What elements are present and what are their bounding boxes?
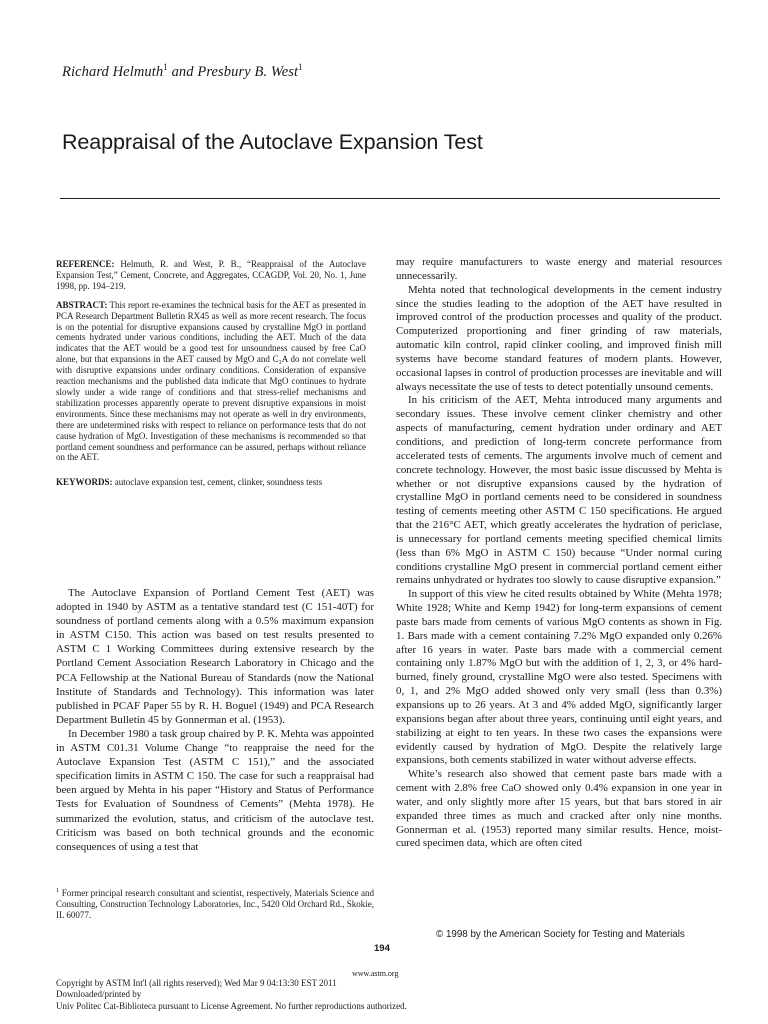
stamp-line: Copyright by ASTM Int'l (all rights reserved); Wed Mar 9 04:13:30 EST 2011 bbox=[56, 978, 337, 988]
page-number: 194 bbox=[374, 943, 390, 954]
title-divider bbox=[60, 198, 720, 199]
keywords-paragraph bbox=[56, 477, 366, 488]
download-stamp-url: www.astm.org bbox=[352, 969, 399, 978]
author-name-1: Richard Helmuth bbox=[62, 63, 164, 80]
author-name-2: and Presbury B. West bbox=[167, 63, 299, 80]
author-footnote bbox=[56, 885, 374, 921]
left-column-body bbox=[56, 586, 374, 854]
right-column-body bbox=[396, 256, 722, 851]
body-paragraph: In December 1980 a task group chaired by P. K. Mehta was appointed in ASTM C01.31 Volume Change “to reappraise the need for the Autoclave Expansion Test (ASTM C 151),” and the associated specification limits in ASTM C 150. The case for such a reappraisal had been argued by Mehta in his paper “History and Status of Performance Tests for Evaluation of Soundness of Cements” (Mehta 1978). He summarized the evolution, status, and criticism of the autoclave test. Criticism was based on both technical grounds and the economic consequences of using a test that bbox=[56, 727, 374, 853]
abstract-text: This report re-examines the technical basis for the AET as presented in PCA Research Department Bulletin RX45 as well as more recent research. The focus is on the potential for disruptive expansions caused by crystalline MgO in portland cements hydrated under various conditions, including the AET. Much of the data indicates that the AET would be a good test for unsoundness caused by free CaO alone, but that expansions in the AET caused by MgO and C₃A do not correlate well with disruptive expansions under ordinary conditions. Consideration of expansive reaction mechanisms and the published data indicate that MgO continues to hydrate slowly under a wide range of conditions and that stress-relief mechanisms and stabilization processes apparently operate to prevent disruptive expansions in moist environments. Since these mechanisms may not operate as well in dry environments, there are undetermined risks with respect to reliance on performance tests that do not cause hydration of MgO. Investigation of these mechanisms is recommended so that portland cement soundness and performance can be assured, perhaps without reliance on the AET. bbox=[56, 299, 366, 463]
footnote-text: Former principal research consultant and scientist, respectively, Materials Science and Consulting, Construction Technology Laboratories, Inc., 5420 Old Orchard Rd., Skokie, IL 60077. bbox=[56, 888, 374, 920]
download-stamp bbox=[56, 978, 407, 1012]
body-paragraph: White’s research also showed that cement paste bars made with a cement with 2.8% free CaO showed only 0.4% expansion in one year in water, and only slightly more after 15 years, but that bars stored in air expanded three times as much and cracked after only nine months. Gonnerman et al. (1953) reported many similar results. Hence, moist-cured specimen data, which are often cited bbox=[396, 768, 722, 850]
reference-text: Helmuth, R. and West, P. B., “Reappraisal of the Autoclave Expansion Test,” Cement, Concrete, and Aggregates, CCAGDP, Vol. 20, No. 1, June 1998, pp. 194–219. bbox=[56, 259, 366, 291]
body-paragraph: In his criticism of the AET, Mehta introduced many arguments and secondary issues. These involve cement clinker chemistry and other aspects of manufacturing, cement hydration under ordinary and AET conditions, and prediction of long-term concrete performance from accelerated tests of cements. The arguments involve much of cement and concrete technology. However, the most basic issue discussed by Mehta is whether or not disruptive expansions caused by the hydration of crystalline MgO in portland cements need to be considered in soundness testing of cements meeting other ASTM C 150 specifications. He argued that the 216°C AET, which greatly accelerates the hydration of periclase, is unnecessary for portland cements meeting specified chemical limits (less than 6% MgO in ASTM C 150) because “Under normal curing conditions crystalline MgO present in commercial portland cement either remains unhydrated or hydrates too slowly to cause disruptive expansion.” bbox=[396, 394, 722, 587]
body-paragraph: Mehta noted that technological developments in the cement industry since the studies leading to the adoption of the AET have resulted in improved control of the production processes and quality of the product. Computerized proportioning and finer grinding of raw materials, automatic kiln control, rapid clinker cooling, and improved finish mill systems have become standard features of modern plants. However, occasional lapses in control of production processes are inevitable and will always necessitate the use of tests to detect potentially unsound cements. bbox=[396, 283, 723, 393]
author-line bbox=[62, 62, 303, 81]
front-matter bbox=[56, 259, 366, 496]
stamp-line: Downloaded/printed by bbox=[56, 989, 142, 1000]
keywords-label: KEYWORDS: bbox=[56, 477, 113, 488]
abstract-paragraph bbox=[56, 300, 366, 464]
body-paragraph: may require manufacturers to waste energy and material resources unnecessarily. bbox=[396, 256, 722, 282]
keywords-text: autoclave expansion test, cement, clinker, soundness tests bbox=[112, 477, 323, 488]
abstract-label: ABSTRACT: bbox=[56, 299, 108, 310]
reference-paragraph bbox=[56, 259, 366, 292]
copyright-notice: © 1998 by the American Society for Testing and Materials bbox=[436, 929, 685, 940]
body-paragraph: The Autoclave Expansion of Portland Cement Test (AET) was adopted in 1940 by ASTM as a tentative standard test (C 151-40T) for soundness of portland cements along with a 0.5% maximum expansion in ASTM C150. This action was based on test results presented to ASTM C 1 Working Committees during extensive research by the Portland Cement Association Research Laboratory in Chicago and the PCA Fellowship at the National Bureau of Standards (now the National Institute of Standards and Technology). This information was later published in PCAF Paper 55 by R. H. Boguel (1949) and PCA Research Department Bulletin 45 by Gonnerman et al. (1953). bbox=[56, 587, 374, 726]
author-footnote-marker-2: 1 bbox=[298, 62, 303, 72]
footnote-marker: 1 bbox=[56, 887, 60, 894]
reference-label: REFERENCE: bbox=[56, 259, 115, 269]
article-title: Reappraisal of the Autoclave Expansion Test bbox=[62, 130, 483, 154]
stamp-line: Univ Politec Cat-Biblioteca pursuant to License Agreement. No further reproductions authorized. bbox=[56, 1000, 407, 1011]
body-paragraph: In support of this view he cited results obtained by White (Mehta 1978; White 1928; White and Kemp 1942) for long-term expansions of cement paste bars made from cements of various MgO contents as shown in Fig. 1. Bars made with a cement containing 7.2% MgO expanded only 0.26% after 16 years in water. Paste bars made with a commercial cement containing only 1.87% MgO but with the addition of 1, 2, 3, or 4% hard-burned, finely ground, crystalline MgO were also tested. Specimens with 0, 1, and 2% MgO added showed only very small (less than 0.3%) expansions up to 26 years. At 3 and 4% added MgO, significantly larger expansions began after about three years, continuing until eight years, and stabilizing at eight to ten years. In these two cases the expansions were evidently caused by hydration of MgO. Despite the relatively large expansions, both cements stabilized in water without adverse effects. bbox=[396, 588, 722, 767]
author-footnote-marker-1: 1 bbox=[163, 62, 168, 72]
